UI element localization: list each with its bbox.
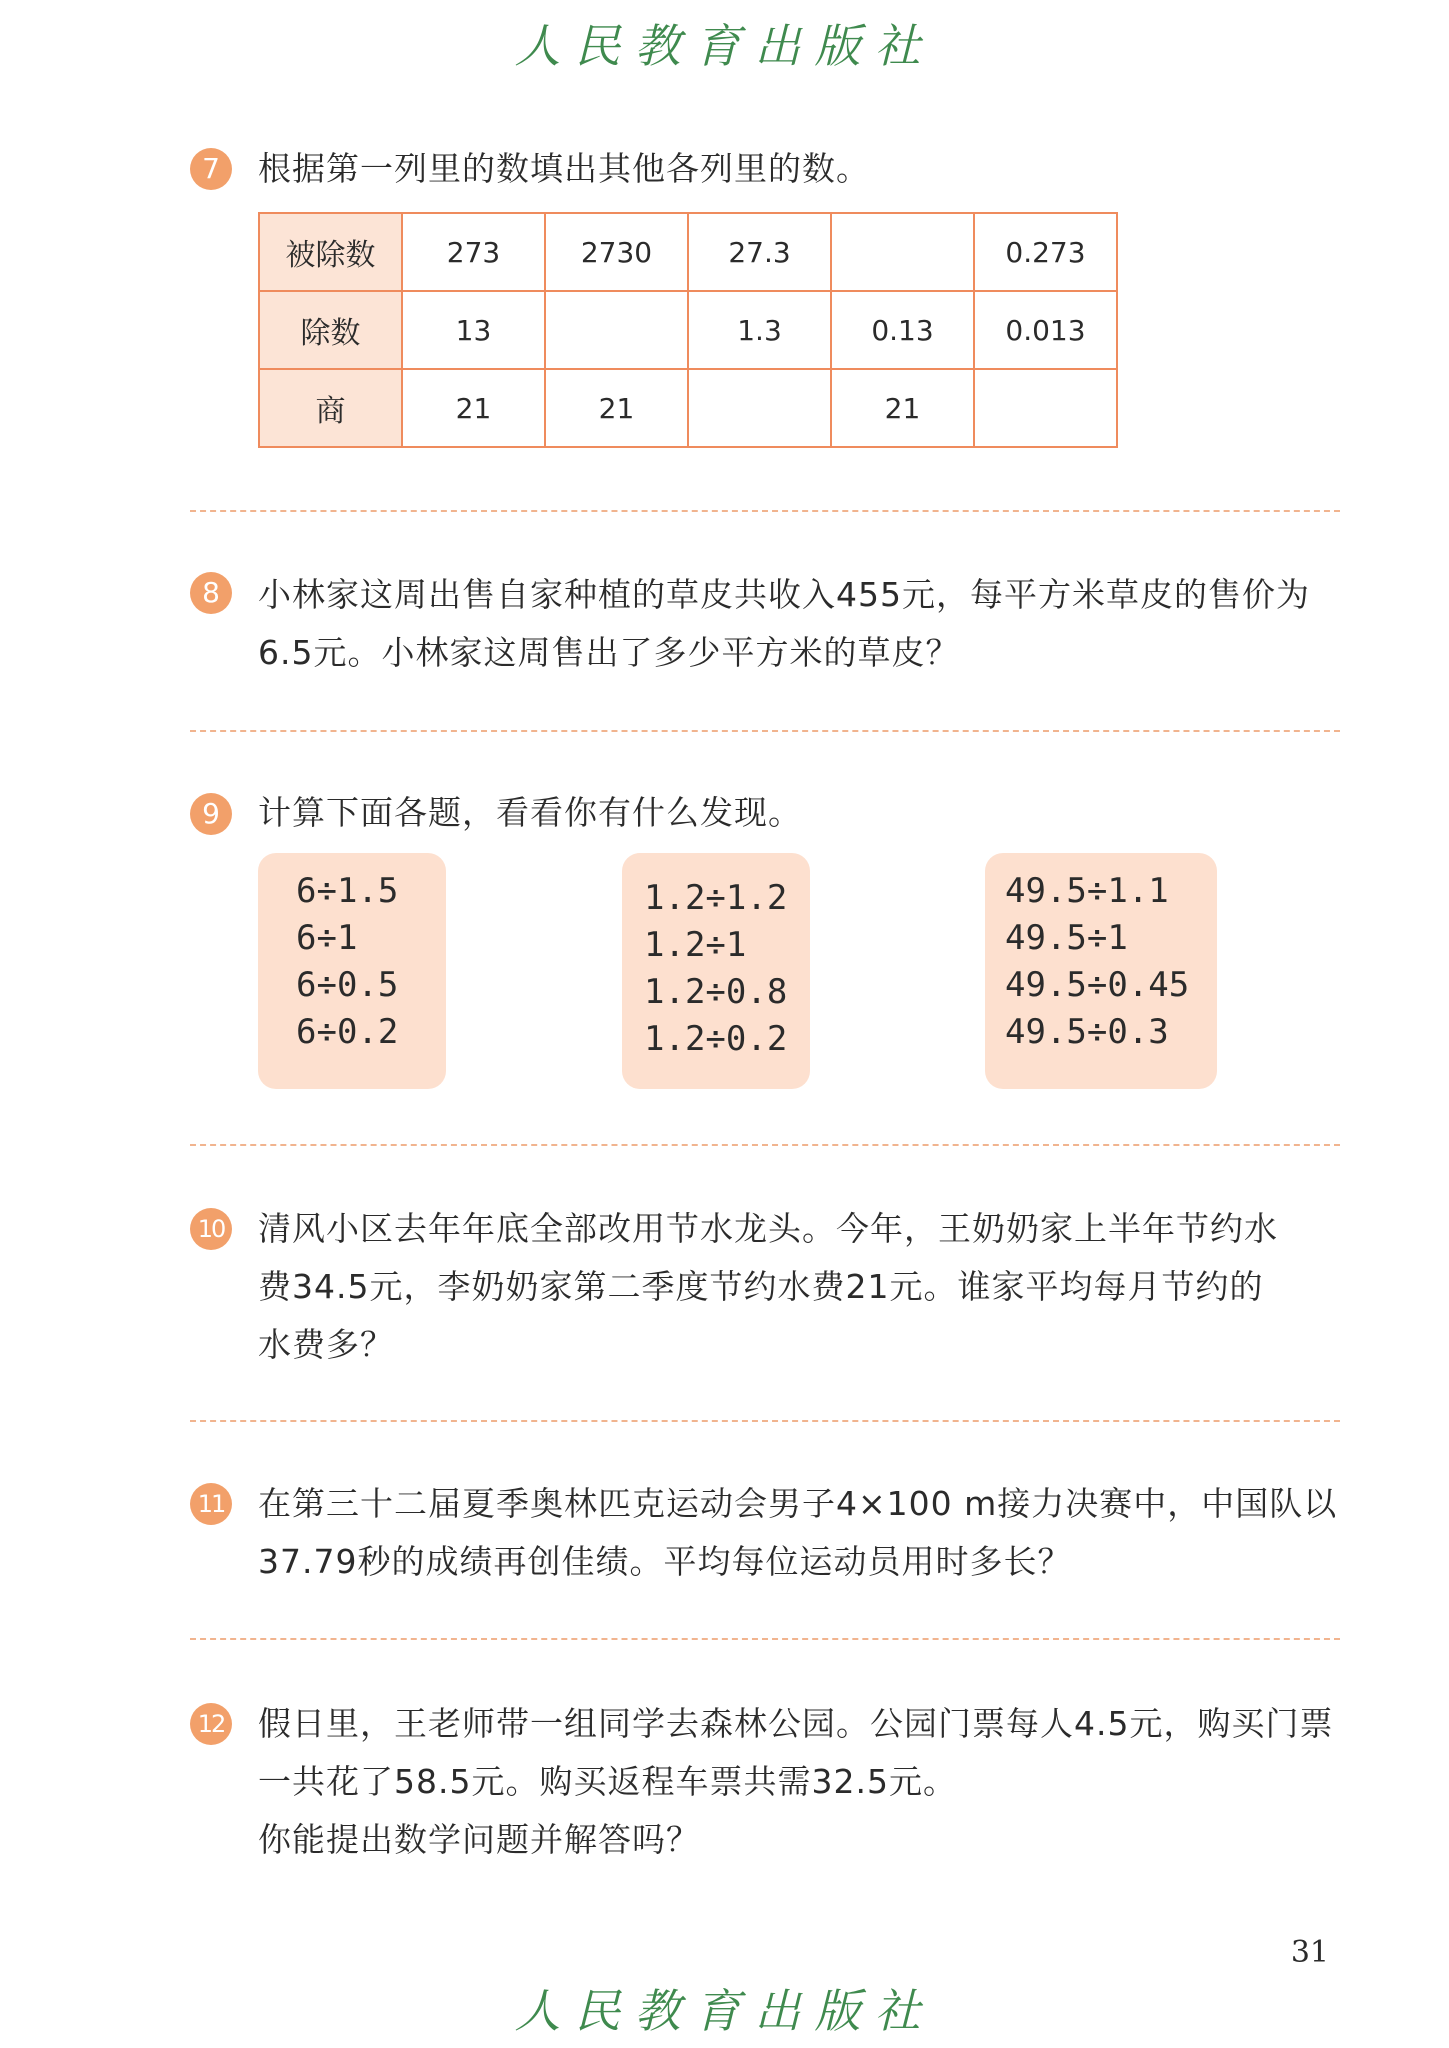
question-10-text — [258, 1200, 1338, 1374]
question-number-12: 12 — [190, 1703, 232, 1745]
table-row — [259, 369, 1117, 447]
calc-group-2 — [622, 853, 810, 1089]
question-9-line: 计算下面各题，看看你有什么发现。 — [258, 793, 802, 832]
question-number-9: 9 — [190, 793, 232, 835]
calc-item: 6÷1 — [296, 918, 358, 958]
table-cell — [831, 213, 974, 291]
question-7-text — [258, 140, 1338, 198]
calc-item: 1.2÷0.8 — [644, 972, 788, 1012]
calc-item: 1.2÷1.2 — [644, 878, 788, 918]
question-number-11: 11 — [190, 1483, 232, 1525]
calc-item: 1.2÷0.2 — [644, 1019, 788, 1059]
table-row — [259, 213, 1117, 291]
division-table — [258, 212, 1118, 448]
calc-item: 49.5÷1 — [1005, 918, 1128, 958]
table-cell: 0.273 — [974, 213, 1117, 291]
table-cell: 21 — [402, 369, 545, 447]
table-cell: 1.3 — [688, 291, 831, 369]
table-cell: 273 — [402, 213, 545, 291]
table-cell: 0.013 — [974, 291, 1117, 369]
question-11-line: 37.79秒的成绩再创佳绩。平均每位运动员用时多长？ — [258, 1542, 1072, 1581]
table-cell — [974, 369, 1117, 447]
table-cell: 除数 — [259, 291, 402, 369]
calc-item: 49.5÷1.1 — [1005, 871, 1169, 911]
question-8-line: 小林家这周出售自家种植的草皮共收入455元，每平方米草皮的售价为 — [258, 575, 1310, 614]
table-row — [259, 291, 1117, 369]
section-divider — [190, 1638, 1340, 1640]
table-cell: 27.3 — [688, 213, 831, 291]
page-number: 31 — [1290, 1935, 1329, 1970]
calc-group-1 — [258, 853, 446, 1089]
question-12-line: 一共花了58.5元。购买返程车票共需32.5元。 — [258, 1762, 957, 1801]
question-12-line: 假日里，王老师带一组同学去森林公园。公园门票每人4.5元，购买门票 — [258, 1704, 1334, 1743]
table-cell: 0.13 — [831, 291, 974, 369]
calc-item: 6÷0.5 — [296, 965, 399, 1005]
calc-item: 6÷1.5 — [296, 871, 399, 911]
section-divider — [190, 730, 1340, 732]
calc-group-3 — [985, 853, 1217, 1089]
question-9-text — [258, 784, 1338, 842]
calc-item: 49.5÷0.3 — [1005, 1012, 1169, 1052]
question-number-7: 7 — [190, 148, 232, 190]
question-10-line: 水费多？ — [258, 1325, 394, 1364]
question-12-text — [258, 1695, 1338, 1869]
question-number-10: 10 — [190, 1208, 232, 1250]
calc-item: 1.2÷1 — [644, 925, 747, 965]
calc-item: 6÷0.2 — [296, 1012, 399, 1052]
question-11-line: 在第三十二届夏季奥林匹克运动会男子4×100 m接力决赛中，中国队以 — [258, 1484, 1338, 1523]
question-10-line: 清风小区去年年底全部改用节水龙头。今年，王奶奶家上半年节约水 — [258, 1209, 1278, 1248]
question-10-line: 费34.5元，李奶奶家第二季度节约水费21元。谁家平均每月节约的 — [258, 1267, 1264, 1306]
publisher-logo-top: 人民教育出版社 — [514, 19, 935, 73]
table-cell: 21 — [831, 369, 974, 447]
question-7-line: 根据第一列里的数填出其他各列里的数。 — [258, 149, 870, 188]
table-cell — [688, 369, 831, 447]
table-cell: 商 — [259, 369, 402, 447]
table-cell: 2730 — [545, 213, 688, 291]
question-11-text — [258, 1475, 1338, 1591]
question-8-line: 6.5元。小林家这周售出了多少平方米的草皮？ — [258, 633, 960, 672]
table-cell: 21 — [545, 369, 688, 447]
question-8-text — [258, 566, 1338, 682]
calc-item: 49.5÷0.45 — [1005, 965, 1190, 1005]
table-cell: 被除数 — [259, 213, 402, 291]
question-number-8: 8 — [190, 572, 232, 614]
section-divider — [190, 510, 1340, 512]
section-divider — [190, 1420, 1340, 1422]
section-divider — [190, 1144, 1340, 1146]
table-cell: 13 — [402, 291, 545, 369]
question-12-line: 你能提出数学问题并解答吗？ — [258, 1820, 700, 1859]
publisher-logo-bottom: 人民教育出版社 — [514, 1984, 935, 2038]
table-cell — [545, 291, 688, 369]
